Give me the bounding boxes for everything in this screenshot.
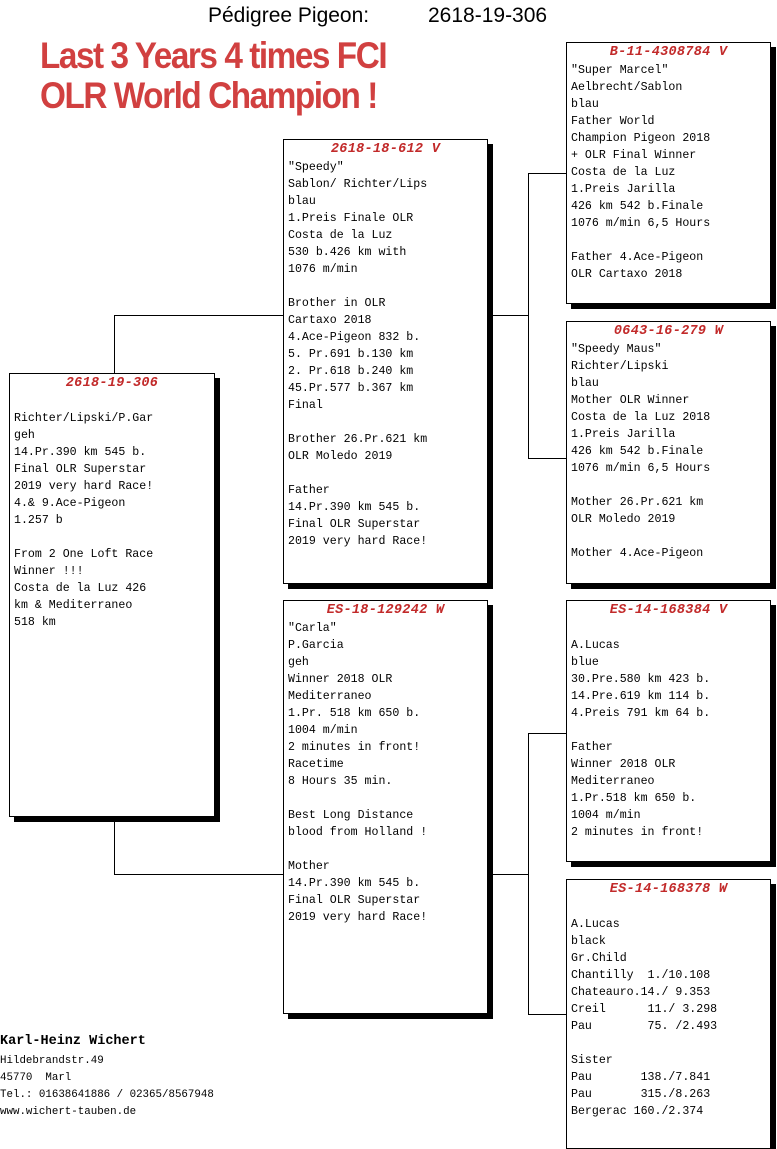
pedigree-line: [14, 529, 214, 546]
pedigree-line: Father: [571, 741, 613, 754]
card-sire-sire-body: [567, 62, 770, 283]
card-dam: [283, 600, 488, 1014]
pedigree-line: 14.Pr.390 km 545 b.: [288, 501, 421, 514]
pedigree-line: "Carla": [288, 622, 337, 635]
pedigree-line: Gr.Child: [571, 952, 627, 965]
pedigree-line: [571, 722, 770, 739]
pedigree-line: Aelbrecht/Sablon: [571, 81, 683, 94]
pedigree-line: 1.Preis Finale OLR: [288, 212, 414, 225]
pedigree-line: blue: [571, 656, 599, 669]
pedigree-line: Winner 2018 OLR: [288, 673, 393, 686]
connector-dam-vertical: [528, 733, 529, 1015]
pedigree-line: Richter/Lipski/P.Gar: [14, 412, 154, 425]
pedigree-line: [571, 477, 770, 494]
connector-dam-out: [488, 874, 528, 875]
card-sire: [283, 139, 488, 584]
pedigree-line: [288, 465, 487, 482]
pedigree-line: 1076 m/min 6,5 Hours: [571, 217, 711, 230]
pedigree-line: 14.Pr.390 km 545 b.: [14, 446, 147, 459]
connector-subject-to-dam: [114, 874, 284, 875]
pedigree-line: Costa de la Luz 2018: [571, 411, 711, 424]
headline-line-2: OLR World Champion !: [40, 75, 377, 116]
pedigree-line: 5. Pr.691 b.130 km: [288, 348, 414, 361]
pedigree-line: 1076 m/min 6,5 Hours: [571, 462, 711, 475]
pedigree-line: Richter/Lipski: [571, 360, 669, 373]
connector-subject-to-sire: [114, 315, 284, 316]
card-subject-body: [10, 393, 214, 631]
card-subject: [9, 373, 215, 817]
pedigree-line: blood from Holland !: [288, 826, 428, 839]
pedigree-line: Pau 75. /2.493: [571, 1020, 718, 1033]
card-subject-title: 2618-19-306: [65, 376, 159, 391]
breeder-name: Karl-Heinz Wichert: [0, 1034, 146, 1049]
connector-sire-to-grandsire: [528, 173, 566, 174]
pedigree-line: OLR Moledo 2019: [571, 513, 676, 526]
pedigree-line: Pau 315./8.263: [571, 1088, 711, 1101]
pedigree-line: Sablon/ Richter/Lips: [288, 178, 428, 191]
pedigree-line: 1076 m/min: [288, 263, 358, 276]
pedigree-line: Final OLR Superstar: [288, 518, 421, 531]
pedigree-line: Winner !!!: [14, 565, 84, 578]
card-sire-dam-body: [567, 341, 770, 562]
pedigree-line: 1.Preis Jarilla: [571, 183, 676, 196]
pedigree-line: Mother 4.Ace-Pigeon: [571, 547, 704, 560]
card-dam-sire-body: [567, 620, 770, 841]
pedigree-line: Sister: [571, 1054, 613, 1067]
connector-sire-out: [488, 315, 528, 316]
pedigree-line: 530 b.426 km with: [288, 246, 407, 259]
pedigree-line: 2019 very hard Race!: [288, 535, 428, 548]
pedigree-line: geh: [14, 429, 35, 442]
pedigree-line: Winner 2018 OLR: [571, 758, 676, 771]
card-sire-dam-title: 0643-16-279 W: [613, 324, 724, 339]
pedigree-line: + OLR Final Winner: [571, 149, 697, 162]
connector-dam-to-grandsire: [528, 733, 566, 734]
pedigree-line: 426 km 542 b.Finale: [571, 200, 704, 213]
pedigree-ring-number: 2618-19-306: [428, 4, 548, 27]
pedigree-line: [288, 414, 487, 431]
pedigree-line: [288, 790, 487, 807]
pedigree-line: Champion Pigeon 2018: [571, 132, 711, 145]
headline-line-1: Last 3 Years 4 times FCI: [40, 35, 387, 76]
pedigree-line: 1004 m/min: [288, 724, 358, 737]
card-sire-sire: [566, 42, 771, 304]
pedigree-line: 1.Preis Jarilla: [571, 428, 676, 441]
card-dam-dam-title: ES-14-168378 W: [609, 882, 728, 897]
pedigree-line: Chantilly 1./10.108: [571, 969, 711, 982]
pedigree-line: OLR Cartaxo 2018: [571, 268, 683, 281]
pedigree-line: 4.& 9.Ace-Pigeon: [14, 497, 126, 510]
pedigree-line: 14.Pre.619 km 114 b.: [571, 690, 711, 703]
pedigree-line: [571, 1035, 770, 1052]
pedigree-line: black: [571, 935, 606, 948]
breeder-website[interactable]: www.wichert-tauben.de: [0, 1106, 137, 1118]
pedigree-line: "Super Marcel": [571, 64, 669, 77]
card-sire-body: [284, 159, 487, 550]
pedigree-line: Mediterraneo: [288, 690, 372, 703]
pedigree-line: Pau 138./7.841: [571, 1071, 711, 1084]
pedigree-line: Final: [288, 399, 323, 412]
pedigree-header: [0, 2, 777, 30]
pedigree-line: 2 minutes in front!: [571, 826, 704, 839]
card-dam-body: [284, 620, 487, 926]
pedigree-line: Cartaxo 2018: [288, 314, 372, 327]
pedigree-line: "Speedy Maus": [571, 343, 662, 356]
pedigree-line: Best Long Distance: [288, 809, 414, 822]
pedigree-line: blau: [571, 377, 599, 390]
pedigree-line: blau: [288, 195, 316, 208]
breeder-street: Hildebrandstr.49: [0, 1055, 104, 1067]
pedigree-line: 30.Pre.580 km 423 b.: [571, 673, 711, 686]
pedigree-line: "Speedy": [288, 161, 344, 174]
pedigree-line: Father: [288, 484, 330, 497]
pedigree-line: 2019 very hard Race!: [288, 911, 428, 924]
card-sire-sire-title: B-11-4308784 V: [609, 45, 728, 60]
pedigree-line: P.Garcia: [288, 639, 344, 652]
pedigree-line: 2 minutes in front!: [288, 741, 421, 754]
pedigree-line: 1.Pr.518 km 650 b.: [571, 792, 697, 805]
connector-sire-to-granddam: [528, 458, 566, 459]
pedigree-line: Costa de la Luz 426: [14, 582, 147, 595]
pedigree-line: A.Lucas: [571, 639, 620, 652]
pedigree-line: Father 4.Ace-Pigeon: [571, 251, 704, 264]
champion-headline: [40, 36, 386, 116]
pedigree-line: blau: [571, 98, 599, 111]
card-dam-dam-body: [567, 899, 770, 1120]
pedigree-line: Costa de la Luz: [288, 229, 393, 242]
pedigree-line: 1.257 b: [14, 514, 63, 527]
pedigree-line: Mediterraneo: [571, 775, 655, 788]
pedigree-label: Pédigree Pigeon:: [208, 4, 370, 27]
pedigree-line: [571, 899, 770, 916]
pedigree-line: Final OLR Superstar: [14, 463, 147, 476]
pedigree-line: Costa de la Luz: [571, 166, 676, 179]
pedigree-line: 2019 very hard Race!: [14, 480, 154, 493]
pedigree-line: [288, 841, 487, 858]
breeder-city: 45770 Marl: [0, 1072, 72, 1084]
card-sire-title: 2618-18-612 V: [330, 142, 441, 157]
card-dam-dam: [566, 879, 771, 1149]
connector-sire-vertical: [528, 173, 529, 458]
pedigree-line: [571, 232, 770, 249]
pedigree-line: Mother 26.Pr.621 km: [571, 496, 704, 509]
pedigree-line: A.Lucas: [571, 918, 620, 931]
card-dam-title: ES-18-129242 W: [326, 603, 445, 618]
pedigree-line: Racetime: [288, 758, 344, 771]
pedigree-line: 1004 m/min: [571, 809, 641, 822]
card-dam-sire: [566, 600, 771, 862]
pedigree-line: Father World: [571, 115, 655, 128]
pedigree-line: 1.Pr. 518 km 650 b.: [288, 707, 421, 720]
card-dam-sire-title: ES-14-168384 V: [609, 603, 728, 618]
pedigree-line: 518 km: [14, 616, 56, 629]
pedigree-line: Brother in OLR: [288, 297, 386, 310]
pedigree-line: Brother 26.Pr.621 km: [288, 433, 428, 446]
pedigree-line: [571, 528, 770, 545]
pedigree-line: Chateauro.14./ 9.353: [571, 986, 711, 999]
pedigree-line: [288, 278, 487, 295]
pedigree-line: [14, 393, 214, 410]
breeder-phone: Tel.: 01638641886 / 02365/8567948: [0, 1089, 214, 1101]
pedigree-line: geh: [288, 656, 309, 669]
pedigree-line: 8 Hours 35 min.: [288, 775, 393, 788]
pedigree-line: Final OLR Superstar: [288, 894, 421, 907]
breeder-contact: [0, 1033, 214, 1121]
pedigree-line: Mother: [288, 860, 330, 873]
connector-dam-to-granddam: [528, 1014, 566, 1015]
pedigree-line: km & Mediterraneo: [14, 599, 133, 612]
pedigree-line: Creil 11./ 3.298: [571, 1003, 718, 1016]
card-sire-dam: [566, 321, 771, 584]
pedigree-line: 14.Pr.390 km 545 b.: [288, 877, 421, 890]
pedigree-line: 4.Preis 791 km 64 b.: [571, 707, 711, 720]
pedigree-line: 2. Pr.618 b.240 km: [288, 365, 414, 378]
pedigree-line: 45.Pr.577 b.367 km: [288, 382, 414, 395]
pedigree-line: From 2 One Loft Race: [14, 548, 154, 561]
pedigree-line: 4.Ace-Pigeon 832 b.: [288, 331, 421, 344]
pedigree-line: Mother OLR Winner: [571, 394, 690, 407]
pedigree-line: [571, 620, 770, 637]
pedigree-line: 426 km 542 b.Finale: [571, 445, 704, 458]
pedigree-line: Bergerac 160./2.374: [571, 1105, 704, 1118]
pedigree-line: OLR Moledo 2019: [288, 450, 393, 463]
